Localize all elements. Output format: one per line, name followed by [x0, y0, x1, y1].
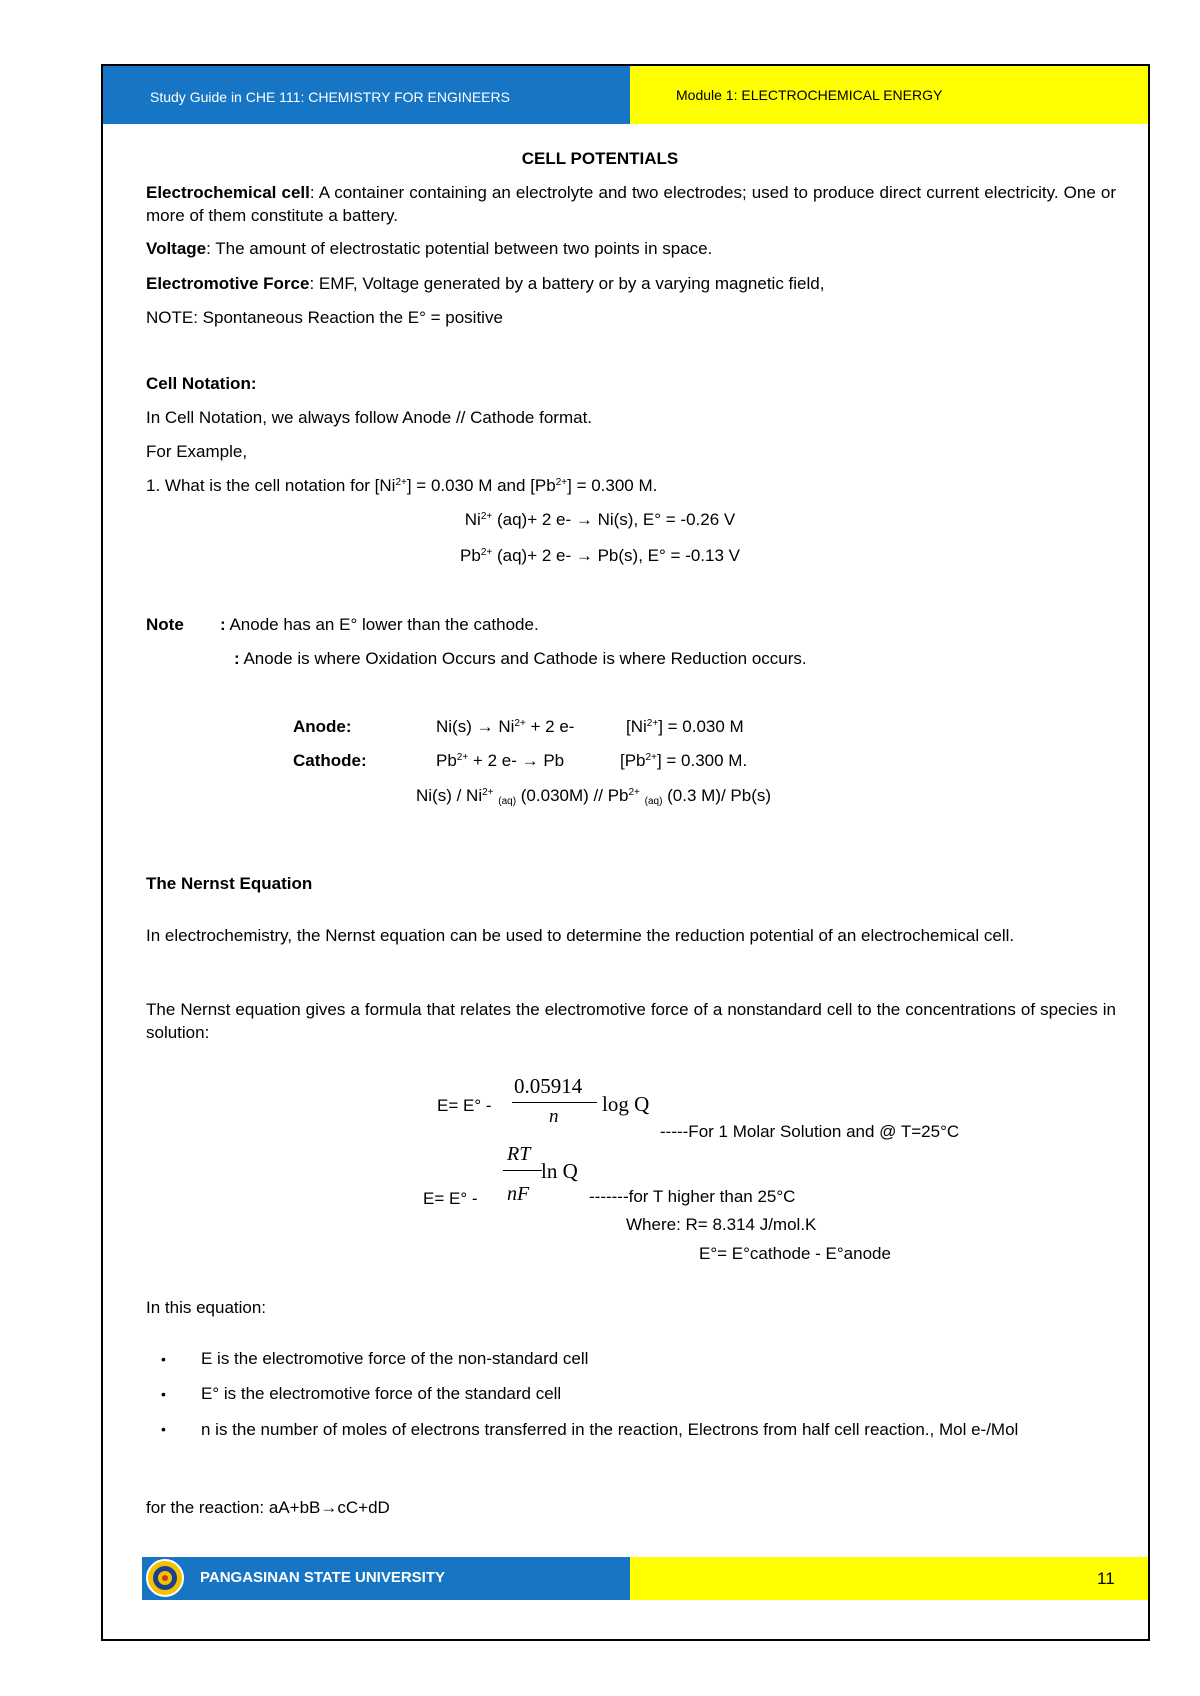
anode-label: Anode:: [293, 717, 352, 736]
for-example: For Example,: [146, 442, 248, 461]
cathode-conc-part-2: ] = 0.300 M.: [656, 751, 748, 770]
charge-sup: 2+: [456, 752, 469, 763]
ni-equation: (aq)+ 2 e- → Ni(s), E° = -0.26 V: [492, 510, 736, 529]
list-item: E° is the electromotive force of the standard cell: [201, 1384, 562, 1403]
notation-part-1: Ni(s) / Ni: [416, 786, 483, 805]
cathode-eq-part-2: + 2 e- → Pb: [468, 751, 565, 770]
anode-eq-part-2: + 2 e-: [525, 717, 575, 736]
note-label: Note: [146, 615, 184, 634]
reaction-general: for the reaction: aA+bB→cC+dD: [146, 1498, 390, 1517]
eq1-note: -----For 1 Molar Solution and @ T=25°C: [660, 1122, 960, 1141]
university-seal-icon: [142, 1558, 188, 1598]
cathode-label: Cathode:: [293, 751, 367, 770]
text-voltage: : The amount of electrostatic potential between two points in space.: [206, 239, 713, 258]
where-definition: Where: R= 8.314 J/mol.K: [626, 1215, 817, 1234]
notation-part-3: (0.3 M)/ Pb(s): [662, 786, 772, 805]
eq2-denominator: nF: [507, 1183, 530, 1205]
definition-electrochemical-cell: [146, 181, 1116, 227]
charge-sup: 2+: [628, 787, 640, 798]
ni-species: Ni: [464, 510, 481, 529]
term-electrochemical-cell: Electrochemical cell: [146, 183, 310, 202]
eq2-fraction-bar: [503, 1170, 542, 1171]
charge-sup: 2+: [645, 752, 657, 763]
charge-sup: 2+: [395, 477, 407, 488]
text-electrochemical-cell: : A container containing an electrolyte and two electrodes; used to produce direct current electricity. One or more of them constitute a battery.: [146, 183, 1116, 225]
footer-university-name: PANGASINAN STATE UNIVERSITY: [200, 1569, 446, 1586]
example-question: [146, 475, 657, 497]
aq-sub: (aq): [644, 796, 663, 807]
charge-sup: 2+: [480, 511, 493, 522]
header-course-title: Study Guide in CHE 111: CHEMISTRY FOR ENGINEERS: [150, 89, 510, 105]
nernst-paragraph-1: In electrochemistry, the Nernst equation can be used to determine the reduction potential of an electrochemical cell.: [146, 926, 1015, 945]
pb-equation: (aq)+ 2 e- → Pb(s), E° = -0.13 V: [492, 546, 740, 565]
nernst-heading: The Nernst Equation: [146, 874, 313, 893]
ni-half-reaction: [0, 509, 1200, 531]
charge-sup: 2+: [555, 477, 568, 488]
footer-right-band: [630, 1557, 1148, 1600]
cathode-concentration: [620, 750, 747, 772]
term-voltage: Voltage: [146, 239, 207, 258]
eq2-ln: ln Q: [541, 1159, 578, 1183]
nernst-paragraph-2: The Nernst equation gives a formula that relates the electromotive force of a nonstandard cell to the concentrations of species in solution:: [146, 1000, 1116, 1042]
note-text-1: Anode has an E° lower than the cathode.: [225, 615, 539, 634]
charge-sup: 2+: [514, 718, 526, 729]
list-item: E is the electromotive force of the non-standard cell: [201, 1349, 589, 1368]
charge-sup: 2+: [480, 547, 493, 558]
cathode-eq-part-1: Pb: [436, 751, 457, 770]
eq1-denominator: n: [549, 1106, 559, 1127]
list-item: n is the number of moles of electrons transferred in the reaction, Electrons from half cell reaction., Mol e-/Mol: [201, 1420, 1019, 1439]
note-line-2: [234, 648, 807, 670]
charge-sup: 2+: [646, 718, 659, 729]
aq-sub: (aq): [498, 796, 517, 807]
section-title: CELL POTENTIALS: [521, 149, 679, 168]
cathode-conc-part-1: [Pb: [620, 751, 646, 770]
cathode-equation: [436, 750, 564, 772]
note-colon: :: [220, 615, 226, 634]
anode-conc-part-1: [Ni: [626, 717, 647, 736]
note-spontaneous: NOTE: Spontaneous Reaction the E° = positive: [146, 308, 503, 327]
note-colon: :: [234, 649, 240, 668]
page-number: 11: [1097, 1569, 1115, 1588]
question-part-3: ] = 0.300 M.: [567, 476, 658, 495]
e-standard-definition: E°= E°cathode - E°anode: [699, 1244, 891, 1263]
pb-half-reaction: [0, 545, 1200, 567]
cell-notation-answer: [416, 785, 771, 807]
definition-voltage: [146, 238, 712, 260]
text-emf: : EMF, Voltage generated by a battery or by a varying magnetic field,: [309, 274, 825, 293]
notation-part-2: (0.030M) // Pb: [516, 786, 629, 805]
cell-notation-heading: Cell Notation:: [146, 374, 257, 393]
anode-concentration: [626, 716, 744, 738]
pb-species: Pb: [460, 546, 481, 565]
eq2-lhs: E= E° -: [423, 1189, 478, 1208]
bullet-marker: •: [161, 1421, 166, 1437]
bullet-marker: •: [161, 1386, 166, 1402]
eq1-fraction-bar: [512, 1102, 597, 1103]
anode-equation: [436, 716, 574, 738]
eq2-numerator: RT: [507, 1143, 531, 1165]
eq2-note: -------for T higher than 25°C: [589, 1187, 796, 1206]
eq1-lhs: E= E° -: [437, 1096, 492, 1115]
anode-conc-part-2: ] = 0.030 M: [658, 717, 744, 736]
question-part-2: ] = 0.030 M and [Pb: [406, 476, 556, 495]
eq1-numerator: 0.05914: [514, 1074, 583, 1098]
note-text-2: Anode is where Oxidation Occurs and Cathode is where Reduction occurs.: [239, 649, 807, 668]
eq1-log: log Q: [602, 1092, 650, 1116]
definition-emf: [146, 273, 824, 295]
term-emf: Electromotive Force: [146, 274, 310, 293]
anode-eq-part-1: Ni(s) → Ni: [436, 717, 515, 736]
charge-sup: 2+: [482, 787, 494, 798]
note-line-1: [220, 614, 539, 636]
bullet-marker: •: [161, 1351, 166, 1367]
question-part-1: 1. What is the cell notation for [Ni: [146, 476, 396, 495]
in-this-equation: In this equation:: [146, 1298, 267, 1317]
header-module-title: Module 1: ELECTROCHEMICAL ENERGY: [676, 87, 943, 103]
cell-notation-intro: In Cell Notation, we always follow Anode // Cathode format.: [146, 408, 593, 427]
